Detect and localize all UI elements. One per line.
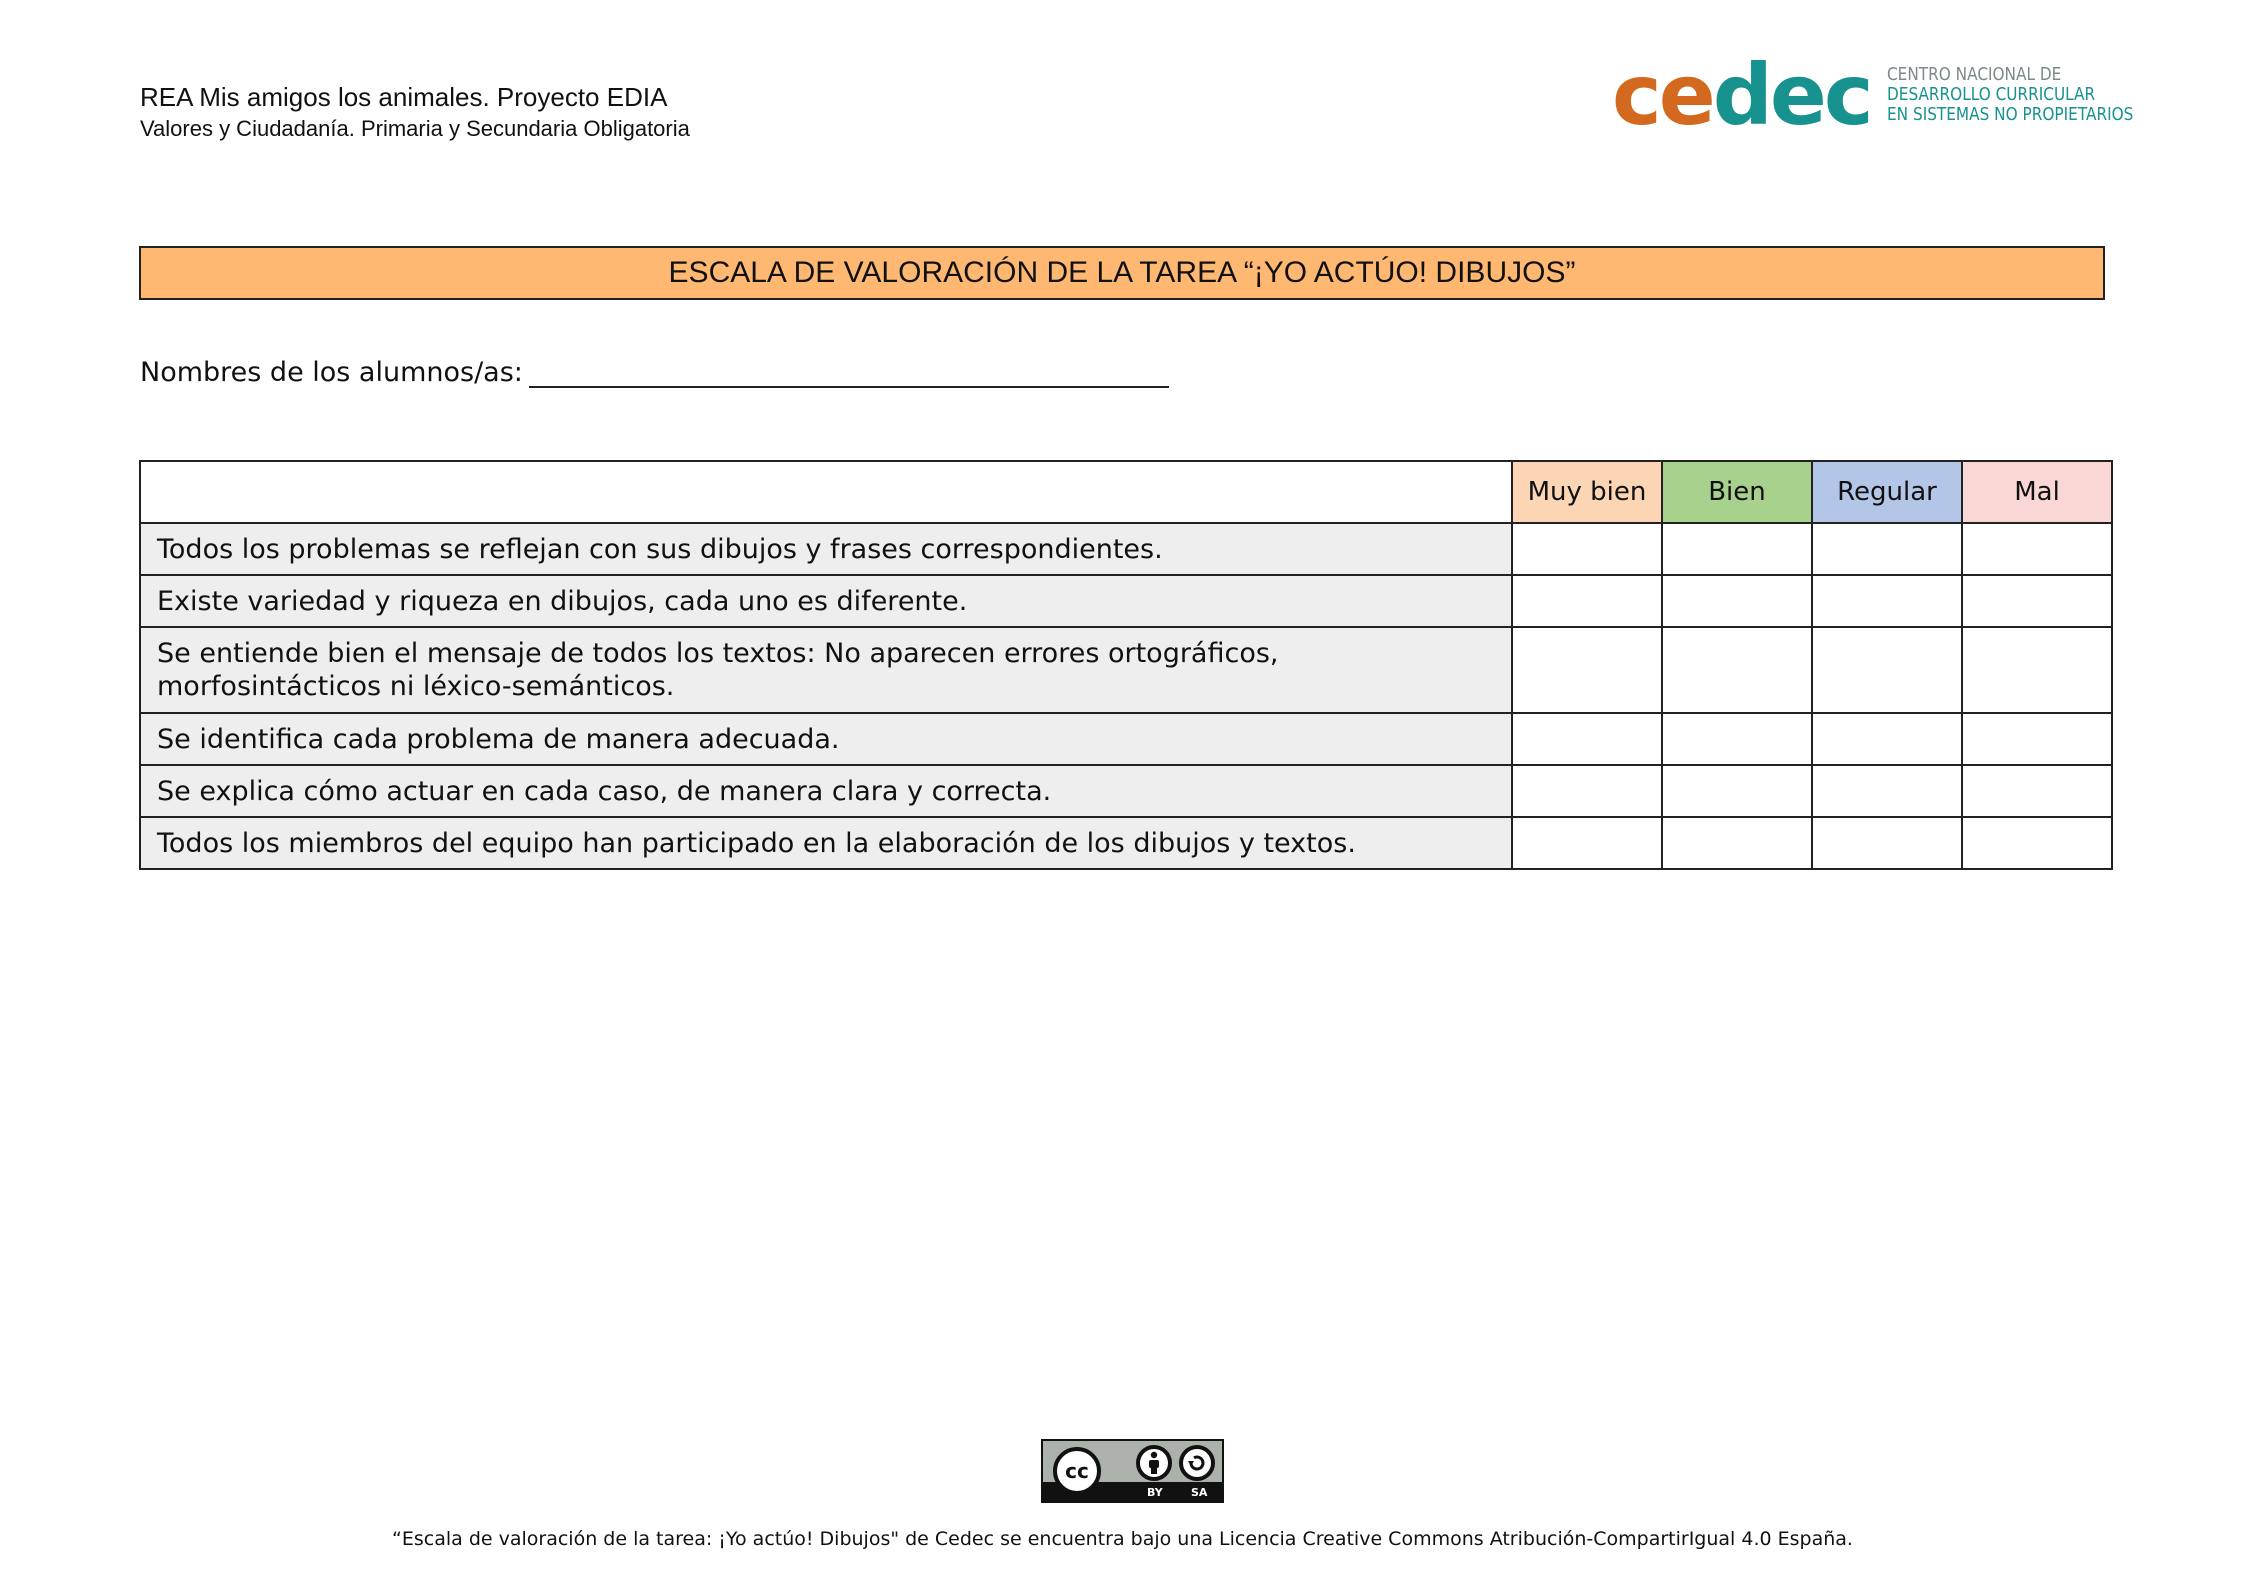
criterion-cell: Todos los miembros del equipo han participado en la elaboración de los dibujos y textos. (140, 817, 1512, 869)
rating-cell-regular[interactable] (1812, 713, 1962, 765)
document-header (140, 80, 690, 144)
level-header-muy-bien: Muy bien (1512, 461, 1662, 523)
logo-word-part1: ce (1612, 46, 1713, 144)
rating-cell-bien[interactable] (1662, 523, 1812, 575)
rating-cell-muy-bien[interactable] (1512, 627, 1662, 713)
rating-scale-table (139, 460, 2113, 870)
person-glyph-icon (1144, 1451, 1164, 1475)
criterion-cell: Existe variedad y riqueza en dibujos, cada uno es diferente. (140, 575, 1512, 627)
level-header-mal: Mal (1962, 461, 2112, 523)
rating-cell-regular[interactable] (1812, 817, 1962, 869)
cc-by-label: BY (1147, 1486, 1163, 1499)
table-row (140, 817, 2112, 869)
student-names-label: Nombres de los alumnos/as: (140, 357, 523, 388)
rating-cell-bien[interactable] (1662, 575, 1812, 627)
resource-subject: Valores y Ciudadanía. Primaria y Secundaria Obligatoria (140, 116, 690, 141)
level-header-bien: Bien (1662, 461, 1812, 523)
table-row (140, 575, 2112, 627)
rating-cell-mal[interactable] (1962, 627, 2112, 713)
page-title: ESCALA DE VALORACIÓN DE LA TAREA “¡YO ACTÚO! DIBUJOS” (139, 246, 2105, 300)
rating-cell-bien[interactable] (1662, 765, 1812, 817)
share-alike-icon (1179, 1445, 1215, 1481)
level-header-regular: Regular (1812, 461, 1962, 523)
rating-cell-regular[interactable] (1812, 627, 1962, 713)
criterion-cell: Se entiende bien el mensaje de todos los textos: No aparecen errores ortográficos, morfosintácticos ni léxico-semánticos. (140, 627, 1512, 713)
table-row (140, 627, 2112, 713)
rating-cell-mal[interactable] (1962, 765, 2112, 817)
criterion-cell: Se explica cómo actuar en cada caso, de manera clara y correcta. (140, 765, 1512, 817)
student-names-blank (529, 356, 1169, 388)
attribution-person-icon (1136, 1445, 1172, 1481)
cedec-logo-subtitle (1887, 65, 2133, 125)
rating-cell-regular[interactable] (1812, 523, 1962, 575)
cc-logo-icon: cc (1053, 1447, 1101, 1495)
rating-cell-muy-bien[interactable] (1512, 523, 1662, 575)
criterion-cell: Todos los problemas se reflejan con sus dibujos y frases correspondientes. (140, 523, 1512, 575)
rating-cell-bien[interactable] (1662, 817, 1812, 869)
logo-sub-line2: DESARROLLO CURRICULAR (1886, 84, 2095, 105)
rating-cell-mal[interactable] (1962, 575, 2112, 627)
table-row (140, 713, 2112, 765)
student-names-field (140, 356, 1169, 388)
rating-cell-mal[interactable] (1962, 817, 2112, 869)
rating-cell-regular[interactable] (1812, 575, 1962, 627)
rating-cell-muy-bien[interactable] (1512, 817, 1662, 869)
license-statement: “Escala de valoración de la tarea: ¡Yo actúo! Dibujos" de Cedec se encuentra bajo una Licencia Creative Commons Atribución-CompartirIgual 4.0 España. (392, 1528, 1853, 1550)
table-row (140, 765, 2112, 817)
logo-sub-line3: EN SISTEMAS NO PROPIETARIOS (1886, 104, 2134, 125)
rating-cell-muy-bien[interactable] (1512, 765, 1662, 817)
rating-cell-bien[interactable] (1662, 713, 1812, 765)
rating-cell-muy-bien[interactable] (1512, 575, 1662, 627)
cedec-logo (1612, 46, 2177, 144)
creative-commons-badge[interactable] (1041, 1439, 1224, 1503)
resource-title: REA Mis amigos los animales. Proyecto EDIA (140, 82, 668, 112)
rating-cell-bien[interactable] (1662, 627, 1812, 713)
rating-cell-muy-bien[interactable] (1512, 713, 1662, 765)
logo-sub-line1: CENTRO NACIONAL DE (1886, 64, 2061, 85)
share-alike-glyph-icon (1186, 1452, 1208, 1474)
cedec-logo-wordmark (1612, 46, 1871, 144)
rating-cell-regular[interactable] (1812, 765, 1962, 817)
cc-sa-label: SA (1191, 1486, 1208, 1499)
logo-word-part2: dec (1712, 46, 1871, 144)
table-header-row (140, 461, 2112, 523)
table-row (140, 523, 2112, 575)
rating-cell-mal[interactable] (1962, 523, 2112, 575)
header-blank-cell (140, 461, 1512, 523)
rating-cell-mal[interactable] (1962, 713, 2112, 765)
criterion-cell: Se identifica cada problema de manera adecuada. (140, 713, 1512, 765)
